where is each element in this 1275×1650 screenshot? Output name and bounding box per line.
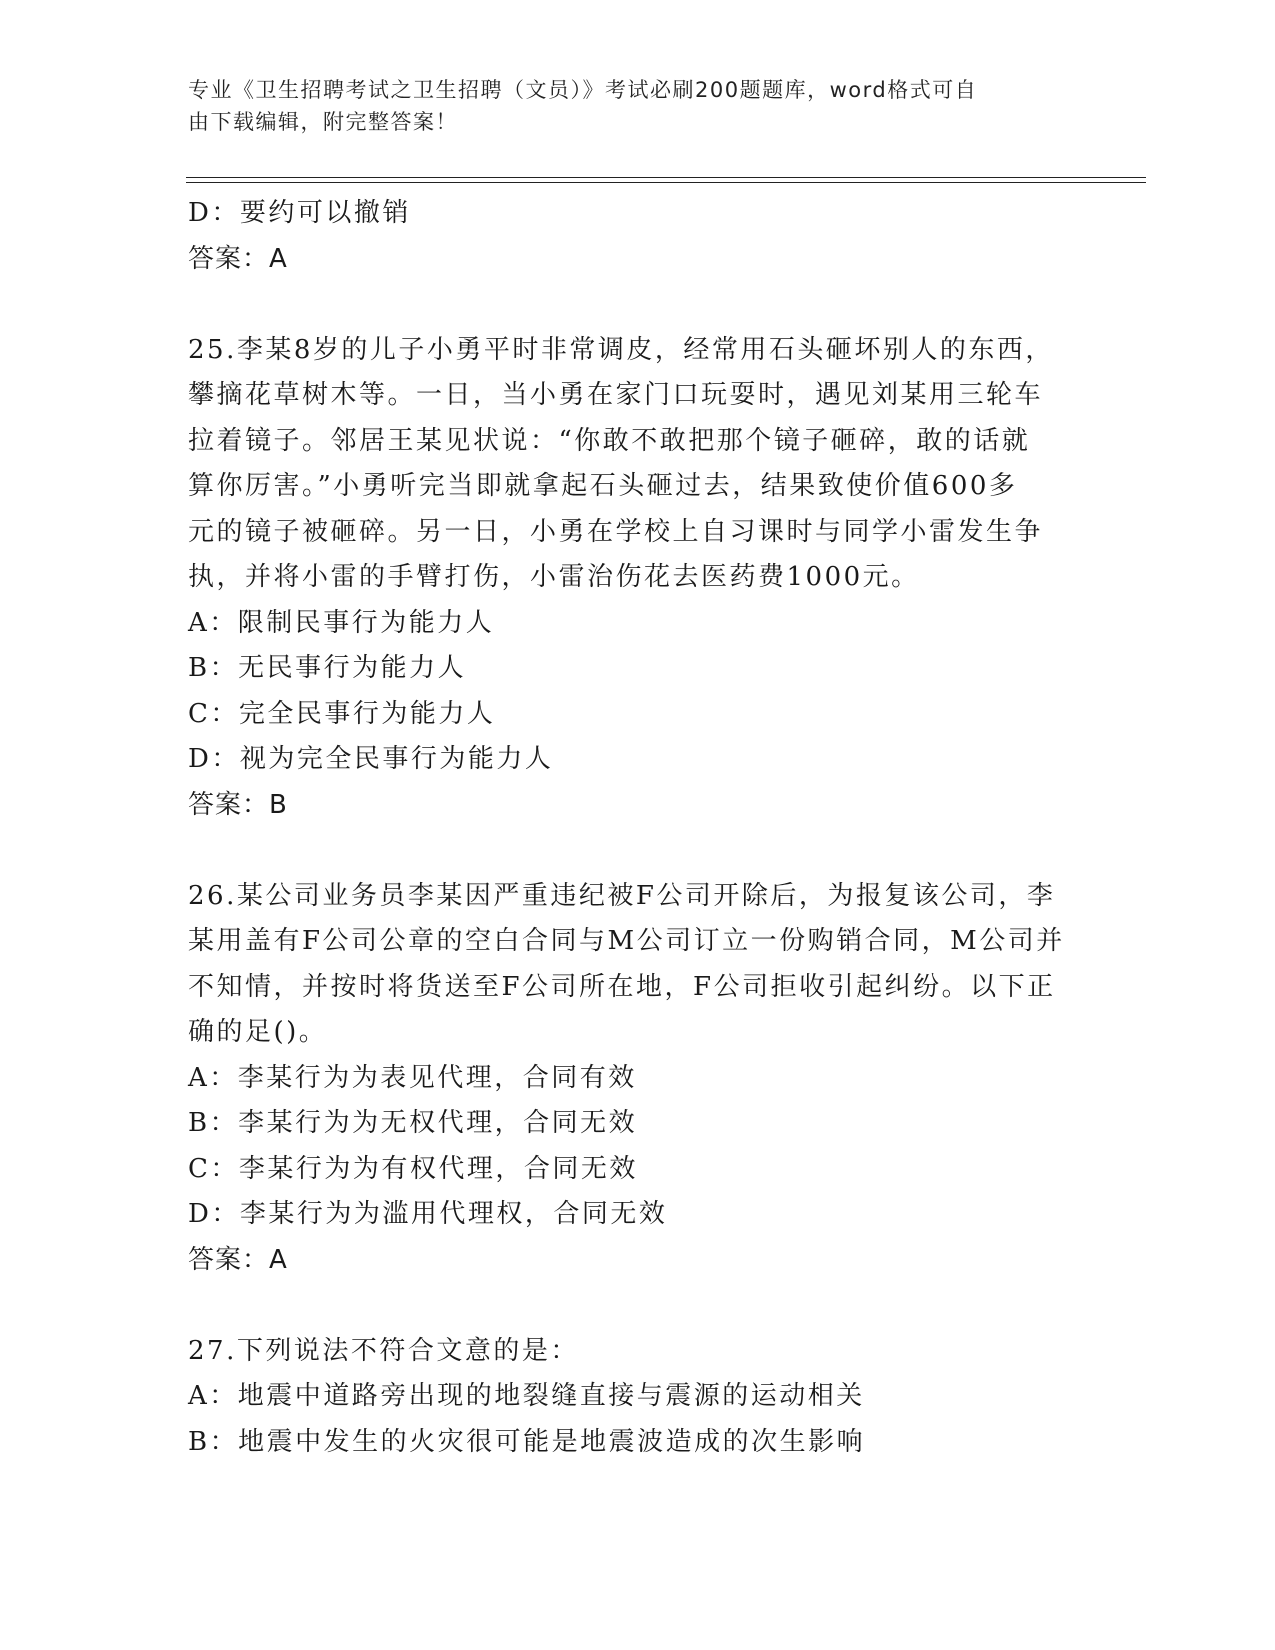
- question-stem-line: 26.某公司业务员李某因严重违纪被F公司开除后，为报复该公司，李: [188, 880, 1056, 911]
- question-27: [188, 1329, 1088, 1466]
- question-stem-line: 拉着镜子。邻居王某见状说：“你敢不敢把那个镜子砸碎，敢的话就: [188, 425, 1031, 456]
- answer: 答案：A: [188, 243, 288, 274]
- question-stem-line: 25.李某8岁的儿子小勇平时非常调皮，经常用石头砸坏别人的东西，: [188, 334, 1054, 365]
- option-b: B：李某行为为无权代理，合同无效: [188, 1108, 638, 1138]
- document-header: [188, 74, 1088, 138]
- option-b: B：地震中发生的火灾很可能是地震波造成的次生影响: [188, 1426, 866, 1457]
- option-d: D：视为完全民事行为能力人: [188, 744, 554, 774]
- question-stem-line: 不知情，并按时将货送至F公司所在地，F公司拒收引起纠纷。以下正: [188, 971, 1056, 1002]
- option-d: D：要约可以撤销: [188, 198, 411, 228]
- header-line-2: 由下载编辑，附完整答案！: [188, 110, 458, 134]
- option-d: D：李某行为为滥用代理权，合同无效: [188, 1199, 668, 1229]
- answer: 答案：A: [188, 1244, 288, 1275]
- header-rule-bottom: [186, 182, 1146, 183]
- spacer: [188, 282, 1088, 328]
- option-a: A：李某行为为表见代理，合同有效: [188, 1062, 637, 1093]
- option-b: B：无民事行为能力人: [188, 653, 467, 683]
- option-a: A：地震中道路旁出现的地裂缝直接与震源的运动相关: [188, 1381, 865, 1411]
- answer: 答案：B: [188, 789, 288, 820]
- document-body: [188, 191, 1088, 1465]
- spacer: [188, 1283, 1088, 1329]
- question-26: [188, 874, 1088, 1284]
- option-c: C：完全民事行为能力人: [188, 698, 496, 729]
- question-stem-line: 算你厉害。”小勇听完当即就拿起石头砸过去，结果致使价值600多: [188, 471, 1018, 501]
- question-stem-line: 元的镜子被砸碎。另一日，小勇在学校上自习课时与同学小雷发生争: [188, 516, 1044, 547]
- question-stem-line: 执，并将小雷的手臂打伤，小雷治伤花去医药费1000元。: [188, 562, 920, 592]
- question-stem-line: 攀摘花草树木等。一日，当小勇在家门口玩耍时，遇见刘某用三轮车: [188, 380, 1044, 410]
- question-25: [188, 328, 1088, 829]
- question-stem-line: 某用盖有F公司公章的空白合同与M公司订立一份购销合同，M公司并: [188, 926, 1065, 956]
- question-stem-line: 27.下列说法不符合文意的是：: [188, 1335, 579, 1366]
- header-rule-top: [186, 177, 1146, 178]
- option-a: A：限制民事行为能力人: [188, 607, 495, 638]
- question-stem-line: 确的足()。: [188, 1017, 328, 1047]
- header-line-1: 专业《卫生招聘考试之卫生招聘（文员）》考试必刷200题题库，word格式可自: [188, 78, 978, 102]
- option-c: C：李某行为为有权代理，合同无效: [188, 1153, 638, 1184]
- spacer: [188, 828, 1088, 874]
